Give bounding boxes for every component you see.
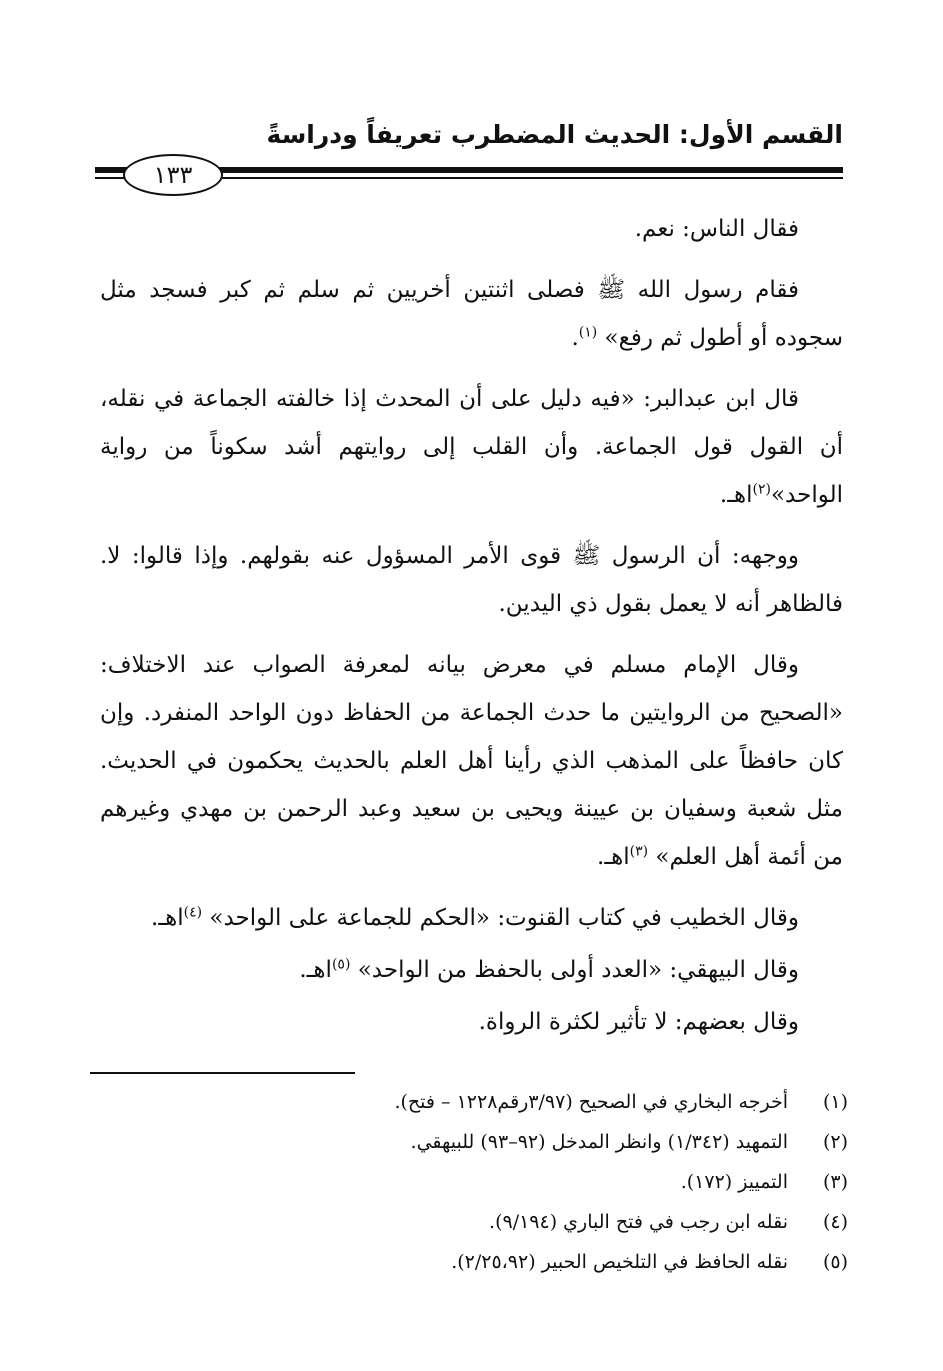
footnote-text: أخرجه البخاري في الصحيح (٣/٩٧رقم١٢٢٨ – فتح). xyxy=(394,1091,788,1113)
footnote-ref: (٤) xyxy=(183,904,203,921)
footnote-number: (٤) xyxy=(822,1211,848,1233)
paragraph: وقال بعضهم: لا تأثير لكثرة الرواة. xyxy=(478,1009,799,1035)
footnote-text: نقله الحافظ في التلخيص الحبير (٢/٢٥،٩٢). xyxy=(451,1251,788,1273)
footnote-ref: (٣) xyxy=(629,843,649,860)
footnote-text: التمييز (١٧٢). xyxy=(680,1171,788,1193)
footnote xyxy=(100,1082,848,1122)
footnote-ref: (١) xyxy=(578,324,598,341)
paragraph: قال ابن عبدالبر: «فيه دليل على أن المحدث إذا خالفته الجماعة في نقله، أن القول قول الجماعة. وأن القلب إلى روايتهم أشد سكوناً من رواية الواحد»$^{(٢)}$اهـ. xyxy=(100,386,843,508)
footnote-text: نقله ابن رجب في فتح الباري (٩/١٩٤). xyxy=(489,1211,788,1233)
footnote-number: (٥) xyxy=(822,1251,848,1273)
running-title: القسم الأول: الحديث المضطرب تعريفاً ودراسةً xyxy=(266,120,843,149)
paragraph: فقام رسول الله ﷺ فصلى اثنتين أخريين ثم سلم ثم كبر فسجد مثل سجوده أو أطول ثم رفع» $^{(١)}$. xyxy=(100,277,843,351)
paragraph: وقال البيهقي: «العدد أولى بالحفظ من الواحد» $^{(٥)}$اهـ. xyxy=(299,956,799,983)
paragraph: وقال الخطيب في كتاب القنوت: «الحكم للجماعة على الواحد» $^{(٤)}$اهـ. xyxy=(151,904,799,931)
footnote xyxy=(100,1122,848,1162)
footnote xyxy=(100,1162,848,1202)
page-number-badge xyxy=(123,154,223,196)
footnote xyxy=(100,1202,848,1242)
footnote-ref: (٢) xyxy=(752,481,771,498)
paragraph: فقال الناس: نعم. xyxy=(634,216,799,242)
paragraph: وقال الإمام مسلم في معرض بيانه لمعرفة الصواب عند الاختلاف: «الصحيح من الروايتين ما حدث الجماعة من الحفاظ دون الواحد المنفرد. وإن كان حافظاً على المذهب الذي رأينا أهل العلم بالحديث يحكمون في الحديث. مثل شعبة وسفيان بن عيينة ويحيى بن سعيد وعبد الرحمن بن مهدي وغيرهم من أئمة أهل العلم» $^{(٣)}$اهـ. xyxy=(100,652,843,870)
footnote-ref: (٥) xyxy=(331,956,351,973)
footnote-number: (٢) xyxy=(822,1131,848,1153)
footnote xyxy=(100,1242,848,1282)
page-header xyxy=(95,120,843,192)
page-number: ١٣٣ xyxy=(153,161,193,189)
footnote-separator xyxy=(90,1072,355,1074)
footnotes xyxy=(100,1082,848,1282)
paragraph: ووجهه: أن الرسول ﷺ قوى الأمر المسؤول عنه بقولهم. وإذا قالوا: لا. فالظاهر أنه لا يعمل بقول ذي اليدين. xyxy=(100,543,843,617)
footnote-number: (١) xyxy=(822,1091,848,1113)
body-text xyxy=(100,205,843,1059)
footnote-text: التمهيد (١/٣٤٢) وانظر المدخل (٩٢–٩٣) للبيهقي. xyxy=(410,1131,788,1153)
footnote-number: (٣) xyxy=(822,1171,848,1193)
